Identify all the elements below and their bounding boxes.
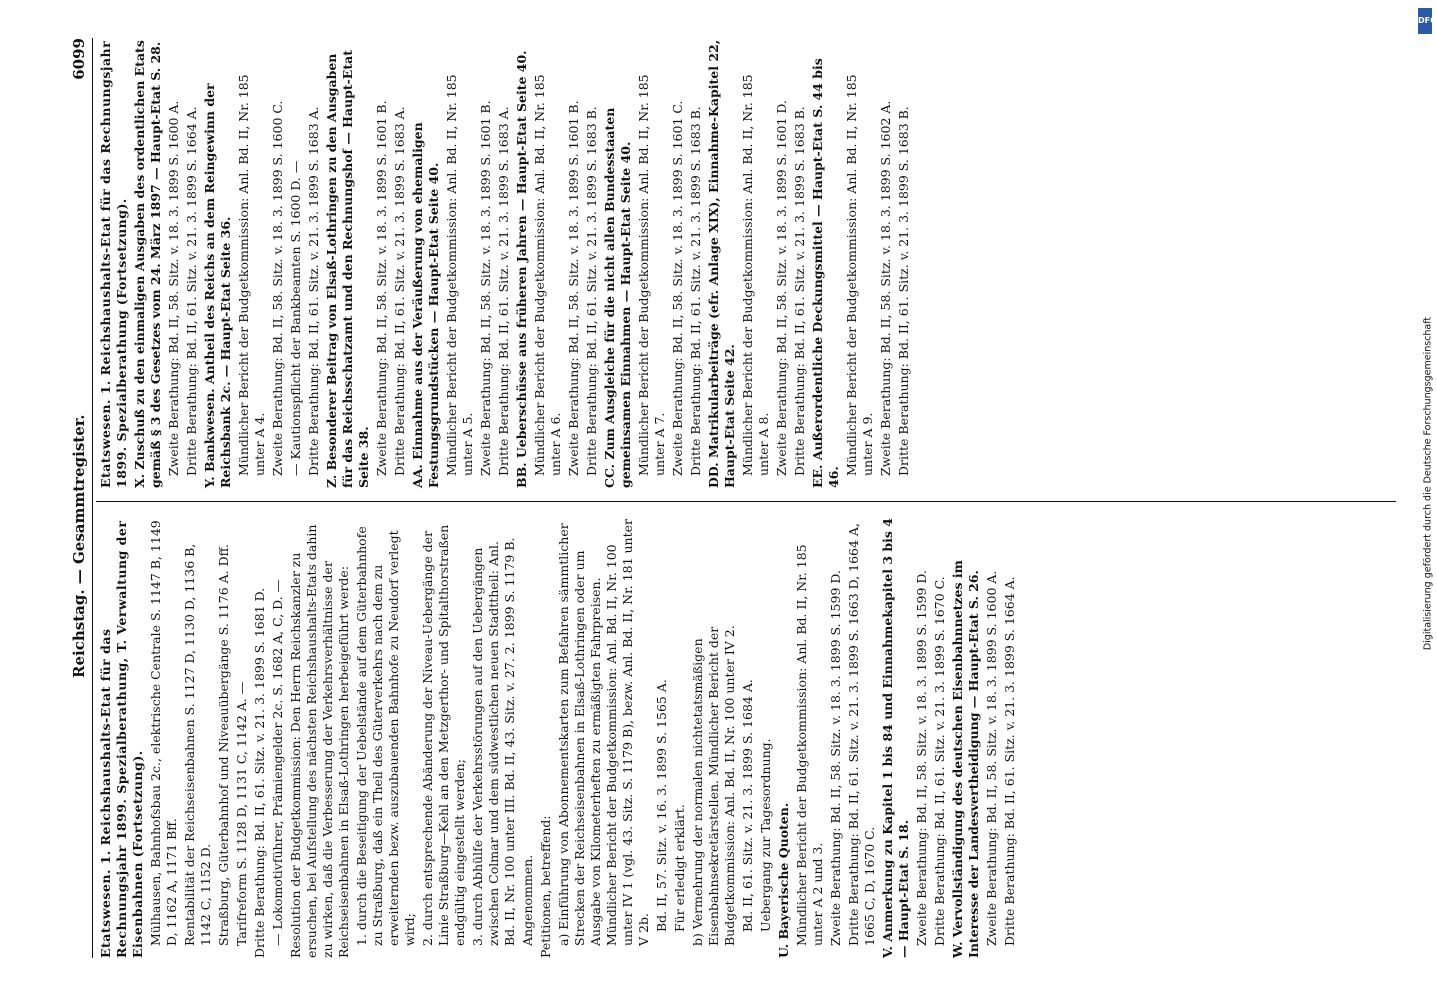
register-entry: Mündlicher Bericht der Budgetkommission: Anl. Bd. II, Nr. 185 unter A 5. xyxy=(444,74,475,476)
register-entry: Zweite Berathung: Bd. II, 58. Sitz. v. 18. 3. 1899 S. 1601 C. xyxy=(670,100,685,476)
register-entry: Straßburg, Güterbahnhof und Niveauübergänge S. 1176 A. Dff. xyxy=(216,543,231,946)
dfg-logo: DFG xyxy=(1418,8,1432,34)
register-entry: Y. Bankwesen. Antheil des Reichs an dem Reingewinn der Reichsbank 2c. — Haupt-Etat Seite 36. xyxy=(202,83,233,488)
register-entry: Für erledigt erklärt. xyxy=(672,804,687,932)
register-entry: BB. Ueberschüsse aus früheren Jahren — Haupt-Etat Seite 40. xyxy=(514,50,529,488)
register-entry: Z. Besonderer Beitrag von Elsaß-Lothringen zu den Ausgaben für das Reichsschatzamt und den Rechnungshof — Haupt-Etat Seite 38. xyxy=(324,50,371,488)
register-entry: — Kautionspflicht der Bankbeamten S. 1600 D. — xyxy=(288,160,303,476)
register-entry: Zweite Berathung: Bd. II, 58. Sitz. v. 18. 3. 1899 S. 1601 D. xyxy=(774,100,789,476)
register-entry: Dritte Berathung: Bd. II, 61. Sitz. v. 21. 3. 1899 S. 1683 B. xyxy=(896,106,911,476)
register-entry: Mündlicher Bericht der Budgetkommission: Anl. Bd. II, Nr. 185 unter A 4. xyxy=(236,74,267,476)
register-entry: DD. Matrikularbeiträge (efr. Anlage XIX), Einnahme-Kapitel 22, Haupt-Etat Seite 42. xyxy=(706,39,737,488)
register-entry: EE. Außerordentliche Deckungsmittel — Haupt-Etat S. 44 bis 46. xyxy=(810,58,841,488)
register-entry: Dritte Berathung: Bd. II, 61. Sitz. v. 21. 3. 1899 S. 1683 B. xyxy=(688,106,703,476)
register-entry: Zweite Berathung: Bd. II, 58. Sitz. v. 18. 3. 1899 S. 1601 B. xyxy=(374,100,389,476)
register-entry: Dritte Berathung: Bd. II, 61. Sitz. v. 21. 3. 1899 S. 1664 A. xyxy=(1002,576,1017,946)
register-entry: Dritte Berathung: Bd. II, 61. Sitz. v. 21. 3. 1899 S. 1681 D. xyxy=(252,587,267,958)
register-entry: Resolution der Budgetkommission: Den Herrn Reichskanzler zu ersuchen, bei Aufstellung des nächsten Reichshaushalts-Etats dahin zu wirken, daß die Verbesserung der Verkehrsverhältnisse der Reichseisenbahnen in Elsaß-Lothringen herbeigeführt werde: xyxy=(288,524,351,958)
register-entry: Mündlicher Bericht der Budgetkommission: Anl. Bd. II, Nr. 185 unter A 7. xyxy=(636,74,667,476)
register-entry: CC. Zum Ausgleiche für die nicht allen Bundesstaaten gemeinsamen Einnahmen — Haupt-Etat Seite 40. xyxy=(602,107,633,488)
register-entry: Mündlicher Bericht der Budgetkommission: Anl. Bd. II, Nr. 185 unter A 9. xyxy=(844,74,875,476)
register-entry: Angenommen. xyxy=(520,854,535,946)
register-entry: Zweite Berathung: Bd. II, 58. Sitz. v. 18. 3. 1899 S. 1602 A. xyxy=(878,100,893,476)
register-entry: Dritte Berathung: Bd. II, 61. Sitz. v. 21. 3. 1899 S. 1683 B. xyxy=(792,106,807,476)
register-entry: Dritte Berathung: Bd. II, 61. Sitz. v. 21. 3. 1899 S. 1683 A. xyxy=(392,106,407,476)
register-entry: Mündlicher Bericht der Budgetkommission: Anl. Bd. II, Nr. 185 unter A 6. xyxy=(532,74,563,476)
register-entry: Bd. II, 61. Sitz. v. 21. 3. 1899 S. 1684 A. xyxy=(740,679,755,932)
funding-stamp xyxy=(1418,8,1437,988)
register-entry: Dritte Berathung: Bd. II, 61. Sitz. v. 21. 3. 1899 S. 1663 D, 1664 A, 1665 C, D, 1670 C. xyxy=(846,523,877,946)
register-entry: Dritte Berathung: Bd. II, 61. Sitz. v. 21. 3. 1899 S. 1683 A. xyxy=(496,106,511,476)
register-entry: AA. Einnahme aus der Veräußerung von ehemaligen Festungsgrundstücken — Haupt-Etat Seite 40. xyxy=(410,122,441,488)
register-entry: Zweite Berathung: Bd. II, 58. Sitz. v. 18. 3. 1899 S. 1600 C. xyxy=(270,100,285,476)
register-entry: 3. durch Abhülfe der Verkehrsstörungen auf den Uebergängen zwischen Colmar und dem südwestlichen neuen Stadttheil: Anl. Bd. II, Nr. 100 unter III. Bd. II, 43. Sitz. v. 27. 2. 1899 S. 1179 B. xyxy=(470,537,517,946)
column-divider xyxy=(96,501,1396,502)
register-entry: Zweite Berathung: Bd. II, 58. Sitz. v. 18. 3. 1899 S. 1599 D. xyxy=(828,570,843,946)
register-entry: X. Zuschuß zu den einmaligen Ausgaben des ordentlichen Etats gemäß § 3 des Gesetzes vom 24. März 1897 — Haupt-Etat S. 28. xyxy=(132,40,163,488)
right-column xyxy=(98,38,914,488)
left-column xyxy=(98,518,1020,958)
register-entry: V. Anmerkung zu Kapitel 1 bis 84 und Einnahmekapitel 3 bis 4 — Haupt-Etat S. 18. xyxy=(880,518,911,958)
register-entry: Mülhausen, Bahnhofsbau 2c., elektrische Centrale S. 1147 B, 1149 D, 1162 A, 1171 Bff. xyxy=(148,520,179,946)
register-entry: Dritte Berathung: Bd. II, 61. Sitz. v. 21. 3. 1899 S. 1664 A. xyxy=(184,106,199,476)
register-entry: Mündlicher Bericht der Budgetkommission: Anl. Bd. II, Nr. 185 unter A 2 und 3. xyxy=(794,544,825,946)
register-entry: Etatswesen. 1. Reichshaushalts-Etat für das Rechnungsjahr 1899. Spezialberathung (Fortsetzung). xyxy=(98,40,129,488)
register-entry: Mündlicher Bericht der Budgetkommission: Anl. Bd. II, Nr. 185 unter A 8. xyxy=(740,74,771,476)
register-entry: Dritte Berathung: Bd. II, 61. Sitz. v. 21. 3. 1899 S. 1670 C. xyxy=(932,576,947,946)
header-rule xyxy=(92,38,93,958)
register-entry: a) Einführung von Abonnementskarten zum Befahren sämmtlicher Strecken der Reichseisenbahnen in Elsaß-Lothringen oder um Ausgabe von Kilometerheften zu ermäßigten Fahrpreisen. Mündlicher Bericht der Budgetkommission: Anl. Bd. II, Nr. 100 unter IV 1 (vgl. 43. Sitz. S. 1179 B), bezw. Anl. Bd. II, Nr. 181 unter V 2b. xyxy=(556,519,651,946)
register-entry: Etatswesen. 1. Reichshaushalts-Etat für das Rechnungsjahr 1899. Spezialberathung, T. Verwaltung der Eisenbahnen (Fortsetzung). xyxy=(98,520,145,958)
register-entry: Zweite Berathung: Bd. II, 58. Sitz. v. 18. 3. 1899 S. 1601 B. xyxy=(566,100,581,476)
register-entry: — Lokomotivführer, Prämiengelder 2c. S. 1682 A, C, D. — xyxy=(270,579,285,946)
funding-note: Digitalisierung gefördert durch die Deutsche Forschungsgemeinschaft xyxy=(1422,316,1434,651)
register-entry: Zweite Berathung: Bd. II, 58. Sitz. v. 18. 3. 1899 S. 1601 B. xyxy=(478,100,493,476)
register-entry: Tarifreform S. 1128 D, 1131 C, 1142 A. — xyxy=(234,681,249,946)
register-entry: Zweite Berathung: Bd. II, 58. Sitz. v. 18. 3. 1899 S. 1600 A. xyxy=(166,100,181,476)
register-entry: 1. durch die Beseitigung der Uebelstände auf dem Güterbahnhofe zu Straßburg, daß ein Theil des Güterverkehrs nach dem zu erweiternden bezw. auszubauenden Bahnhofe zu Neudorf verlegt wird; xyxy=(354,526,417,946)
register-entry: b) Vermehrung der normalen nichtetatsmäßigen Eisenbahnsekretärstellen. Mündlicher Bericht der Budgetkommission: Anl. Bd. II, Nr. 100 unter IV 2. xyxy=(690,625,737,946)
register-entry: Petitionen, betreffend: xyxy=(538,815,553,958)
register-entry: Bd. II, 57. Sitz. v. 16. 3. 1899 S. 1565 A. xyxy=(654,679,669,932)
register-entry: Rentabilität der Reichseisenbahnen S. 1127 D, 1130 D, 1136 B, 1142 C, 1152 D. xyxy=(182,543,213,946)
page-header xyxy=(68,38,90,958)
rotated-register-page xyxy=(68,38,1408,958)
register-entry: Zweite Berathung: Bd. II, 58. Sitz. v. 18. 3. 1899 S. 1599 D. xyxy=(914,570,929,946)
register-entry: 2. durch entsprechende Abänderung der Niveau-Uebergänge der Linie Straßburg—Kehl an den Metzgerthor- und Spitalthorstraßen endgültig eingestellt werden; xyxy=(420,524,467,946)
register-entry: W. Vervollständigung des deutschen Eisenbahnnetzes im Interesse der Landesvertheidigung — Haupt-Etat S. 26. xyxy=(950,560,981,958)
running-title: Reichstag. — Gesammtregister. xyxy=(70,414,88,678)
register-entry: Dritte Berathung: Bd. II, 61. Sitz. v. 21. 3. 1899 S. 1683 B. xyxy=(584,106,599,476)
register-entry: Zweite Berathung: Bd. II, 58. Sitz. v. 18. 3. 1899 S. 1600 A. xyxy=(984,570,999,946)
page-number: 6099 xyxy=(70,38,88,80)
register-entry: U. Bayerische Quoten. xyxy=(776,802,791,958)
register-entry: Uebergang zur Tagesordnung. xyxy=(758,738,773,932)
register-entry: Dritte Berathung: Bd. II, 61. Sitz. v. 21. 3. 1899 S. 1683 A. xyxy=(306,106,321,476)
